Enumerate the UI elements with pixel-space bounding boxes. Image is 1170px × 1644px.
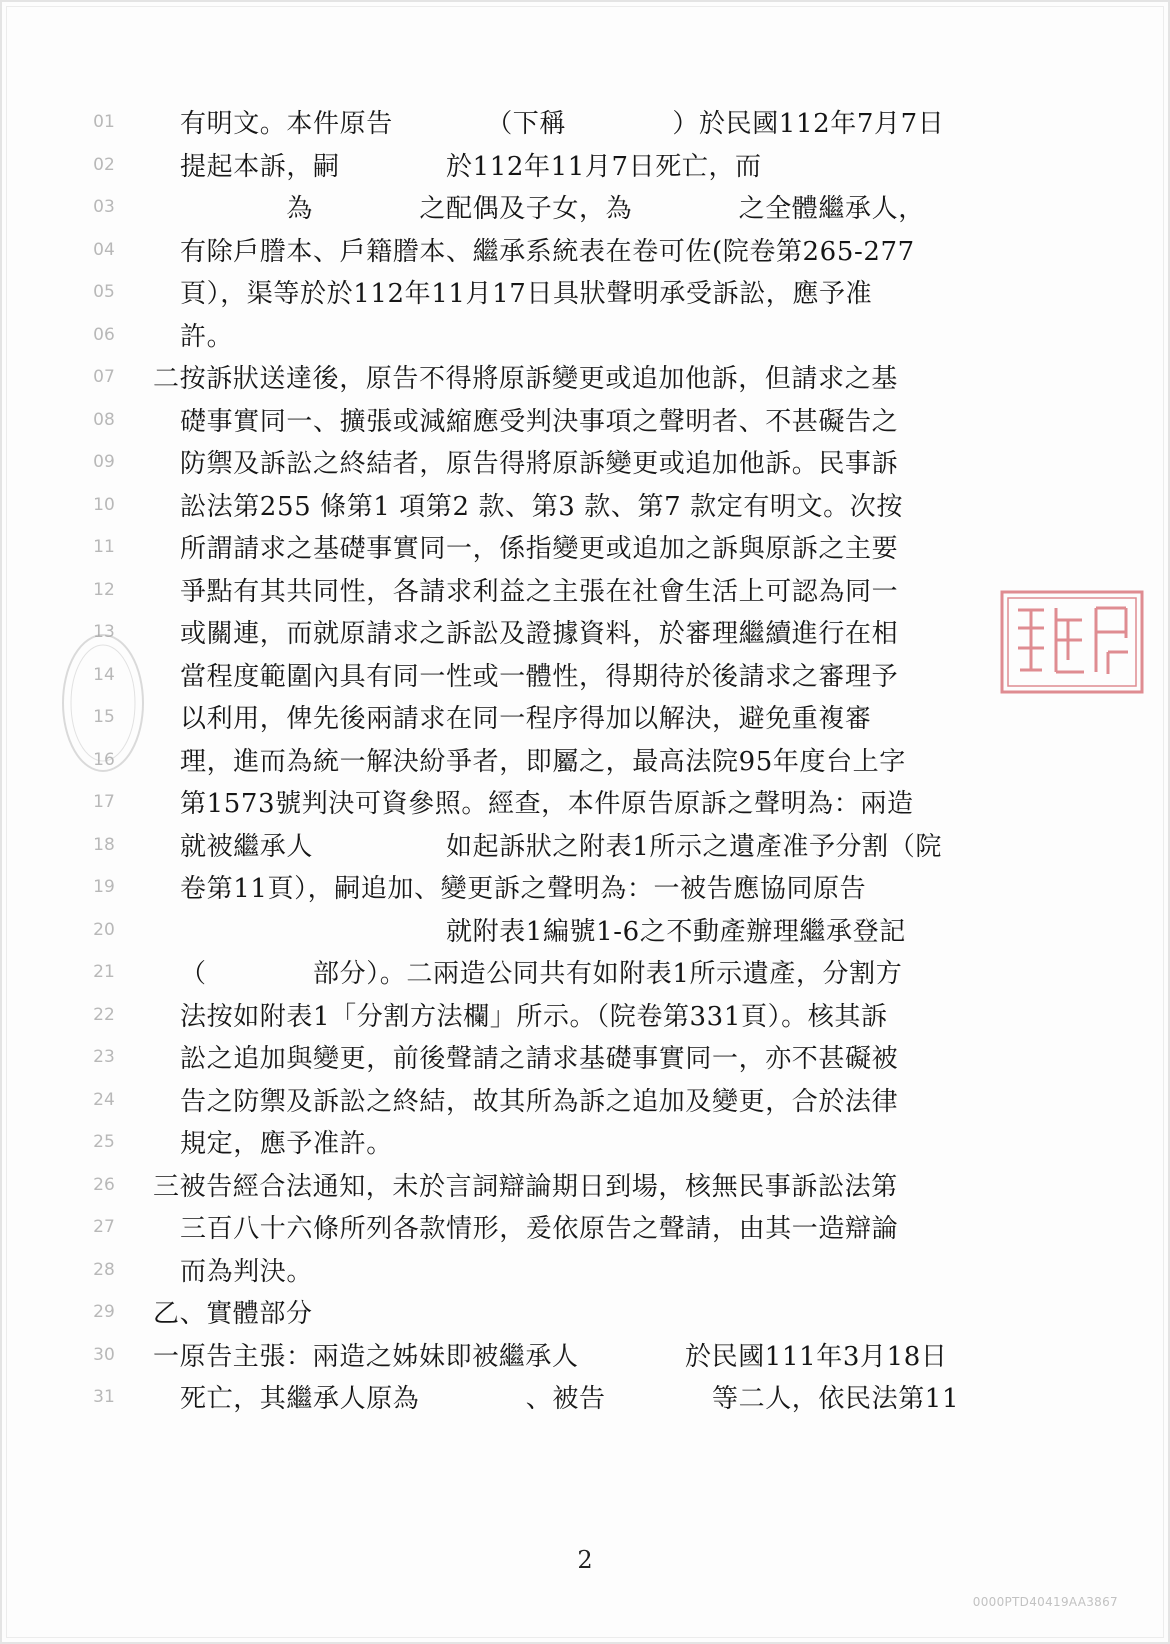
line-number: 11 xyxy=(93,537,115,557)
line-number: 23 xyxy=(93,1047,115,1067)
line-number: 30 xyxy=(93,1344,115,1365)
line-number: 19 xyxy=(93,877,115,897)
line-text: 或關連，而就原請求之訴訟及證據資料，於審理繼續進行在相 xyxy=(180,619,899,649)
line-number: 22 xyxy=(93,1004,115,1025)
line-text: （ 部分）。二兩造公同共有如附表1所示遺產，分割方 xyxy=(180,959,903,989)
line-text: 以利用，俾先後兩請求在同一程序得加以解決，避免重複審 xyxy=(180,704,872,734)
faded-stamp-icon xyxy=(58,628,148,778)
line-text: 法按如附表1「分割方法欄」所示。（院卷第331頁）。核其訴 xyxy=(180,1001,888,1032)
line-number: 13 xyxy=(93,622,115,642)
document-line xyxy=(0,910,1170,954)
line-text: 第1573號判決可資參照。經查，本件原告原訴之聲明為：兩造 xyxy=(180,789,914,819)
line-number: 01 xyxy=(93,112,115,132)
page-number: 2 xyxy=(577,1546,593,1574)
line-number: 05 xyxy=(93,282,115,302)
line-text: 訟之追加與變更，前後聲請之請求基礎事實同一，亦不甚礙被 xyxy=(180,1044,899,1074)
document-line xyxy=(0,1122,1170,1166)
line-number: 03 xyxy=(93,197,115,217)
line-number: 02 xyxy=(93,154,115,175)
line-text: 告之防禦及訴訟之終結，故其所為訴之追加及變更，合於法律 xyxy=(180,1086,899,1117)
line-number: 15 xyxy=(93,707,115,727)
line-text: 爭點有其共同性，各請求利益之主張在社會生活上可認為同一 xyxy=(180,576,899,607)
document-line xyxy=(0,315,1170,359)
line-text: 而為判決。 xyxy=(180,1256,314,1287)
line-text: 所謂請求之基礎事實同一，係指變更或追加之訴與原訴之主要 xyxy=(180,534,899,564)
line-text: 有除戶謄本、戶籍謄本、繼承系統表在卷可佐(院卷第265-277 xyxy=(180,236,915,267)
line-text: 理，進而為統一解決紛爭者，即屬之，最高法院95年度台上字 xyxy=(180,746,906,777)
line-text: 卷第11頁），嗣追加、變更訴之聲明為：一被告應協同原告 xyxy=(180,874,867,904)
line-text: 三百八十六條所列各款情形，爰依原告之聲請，由其一造辯論 xyxy=(180,1214,899,1244)
document-line xyxy=(0,1207,1170,1251)
document-line xyxy=(0,740,1170,784)
document-line xyxy=(0,655,1170,699)
document-line xyxy=(0,1037,1170,1081)
document-line xyxy=(0,1377,1170,1421)
line-number: 04 xyxy=(93,239,115,260)
document-line xyxy=(0,867,1170,911)
line-number: 26 xyxy=(93,1174,115,1195)
document-line xyxy=(0,527,1170,571)
line-number: 24 xyxy=(93,1089,115,1110)
line-number: 28 xyxy=(93,1259,115,1280)
document-line xyxy=(0,825,1170,869)
line-text: 就被繼承人 如起訴狀之附表1所示之遺產准予分割（院 xyxy=(180,831,942,862)
line-text: 有明文。本件原告 （下稱 ）於民國112年7月7日 xyxy=(180,109,945,139)
document-line xyxy=(0,570,1170,614)
document-line xyxy=(0,102,1170,146)
line-text: 許。 xyxy=(180,321,234,352)
line-text: 二按訴狀送達後，原告不得將原訴變更或追加他訴，但請求之基 xyxy=(153,364,898,394)
line-text: 三被告經合法通知，未於言詞辯論期日到場，核無民事訴訟法第 xyxy=(153,1171,898,1202)
line-number: 07 xyxy=(93,367,115,387)
line-number: 14 xyxy=(93,664,115,685)
line-number: 10 xyxy=(93,494,115,515)
court-seal-icon xyxy=(998,588,1146,696)
document-line xyxy=(0,1292,1170,1336)
document-line xyxy=(0,272,1170,316)
line-number: 08 xyxy=(93,409,115,430)
document-line xyxy=(0,485,1170,529)
document-line xyxy=(0,1080,1170,1124)
line-text: 提起本訴，嗣 於112年11月7日死亡，而 xyxy=(180,151,762,182)
document-line xyxy=(0,442,1170,486)
line-text: 就附表1編號1-6之不動產辦理繼承登記 xyxy=(180,916,906,947)
line-text: 一原告主張：兩造之姊妹即被繼承人 於民國111年3月18日 xyxy=(153,1341,948,1372)
line-text: 當程度範圍內具有同一性或一體性，得期待於後請求之審理予 xyxy=(180,661,899,692)
line-number: 25 xyxy=(93,1132,115,1152)
document-line xyxy=(0,400,1170,444)
document-line xyxy=(0,995,1170,1039)
line-number: 16 xyxy=(93,749,115,770)
document-line xyxy=(0,952,1170,996)
line-number: 18 xyxy=(93,834,115,855)
document-line xyxy=(0,1250,1170,1294)
line-number: 09 xyxy=(93,452,115,472)
line-number: 27 xyxy=(93,1217,115,1237)
line-number: 06 xyxy=(93,324,115,345)
document-line xyxy=(0,1335,1170,1379)
document-line xyxy=(0,612,1170,656)
document-code: 0000PTD40419AA3867 xyxy=(972,1595,1118,1609)
line-number: 29 xyxy=(93,1302,115,1322)
document-line xyxy=(0,1165,1170,1209)
line-text: 頁），渠等於於112年11月17日具狀聲明承受訴訟，應予准 xyxy=(180,279,873,309)
line-number: 31 xyxy=(93,1387,115,1407)
line-text: 死亡，其繼承人原為 、被告 等二人，依民法第11 xyxy=(180,1384,960,1414)
line-text: 防禦及訴訟之終結者，原告得將原訴變更或追加他訴。民事訴 xyxy=(180,449,899,479)
document-line xyxy=(0,357,1170,401)
line-text: 訟法第255 條第1 項第2 款、第3 款、第7 款定有明文。次按 xyxy=(180,491,903,522)
line-text: 礎事實同一、擴張或減縮應受判決事項之聲明者、不甚礙告之 xyxy=(180,406,899,437)
line-number: 20 xyxy=(93,919,115,940)
document-line xyxy=(0,230,1170,274)
line-text: 為 之配偶及子女，為 之全體繼承人， xyxy=(180,194,925,224)
document-line xyxy=(0,782,1170,826)
line-text: 規定，應予准許。 xyxy=(180,1129,393,1159)
line-number: 17 xyxy=(93,792,115,812)
line-text: 乙、實體部分 xyxy=(153,1299,313,1329)
document-line xyxy=(0,187,1170,231)
line-number: 21 xyxy=(93,962,115,982)
line-number: 12 xyxy=(93,579,115,600)
document-line xyxy=(0,145,1170,189)
document-line xyxy=(0,697,1170,741)
